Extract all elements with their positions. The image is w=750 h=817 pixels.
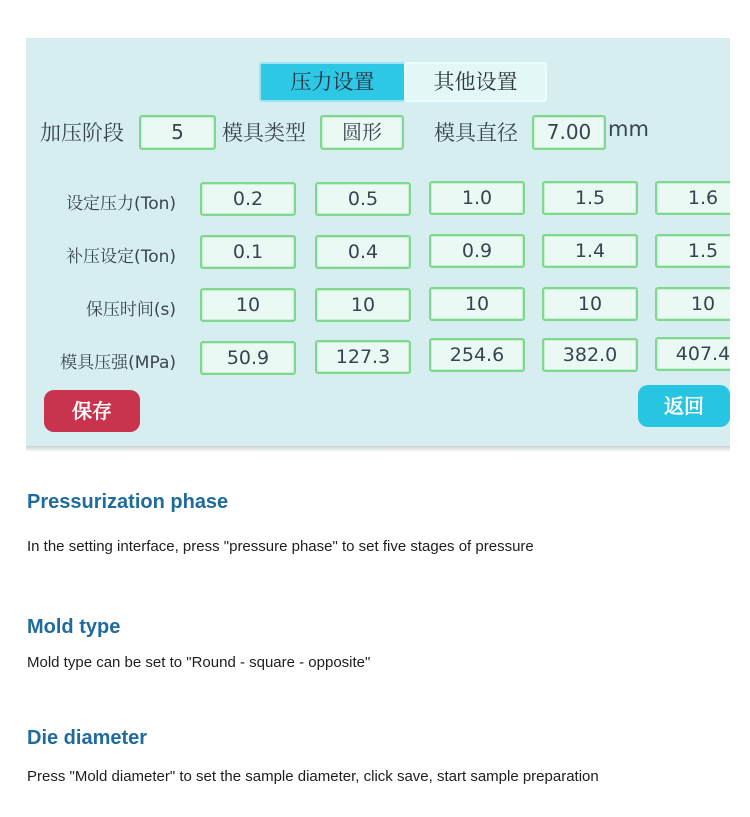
section-text-die-diameter: Press "Mold diameter" to set the sample diameter, click save, start sample preparation [27, 768, 599, 785]
stage-field[interactable]: 5 [139, 115, 216, 150]
hold-time-stage-5[interactable]: 10 [655, 287, 730, 321]
set-pressure-stage-2[interactable]: 0.5 [315, 182, 411, 216]
tab-pressure-settings[interactable]: 压力设置 [259, 62, 406, 102]
mold-pressure-stage-5: 407.4 [655, 337, 730, 371]
set-pressure-stage-1[interactable]: 0.2 [200, 182, 296, 216]
compensation-stage-1[interactable]: 0.1 [200, 235, 296, 269]
hold-time-stage-2[interactable]: 10 [315, 288, 411, 322]
row-label-mold-pressure: 模具压强(MPa) [60, 353, 176, 373]
set-pressure-stage-5[interactable]: 1.6 [655, 181, 730, 215]
row-label-compensation: 补压设定(Ton) [66, 247, 176, 267]
mold-diameter-label: 模具直径 [434, 121, 518, 145]
mold-type-field[interactable]: 圆形 [320, 115, 404, 150]
save-button[interactable]: 保存 [44, 390, 140, 432]
tab-other-settings[interactable]: 其他设置 [404, 62, 547, 102]
mold-pressure-stage-2: 127.3 [315, 340, 411, 374]
mold-pressure-stage-4: 382.0 [542, 338, 638, 372]
compensation-stage-3[interactable]: 0.9 [429, 234, 525, 268]
section-heading-die-diameter: Die diameter [27, 727, 148, 749]
row-label-hold-time: 保压时间(s) [85, 300, 176, 320]
section-text-pressurization: In the setting interface, press "pressure phase" to set five stages of pressure [27, 538, 534, 555]
back-button[interactable]: 返回 [638, 385, 730, 427]
stage-label: 加压阶段 [40, 121, 124, 145]
mold-diameter-unit: mm [608, 117, 649, 141]
device-touchscreen [26, 38, 730, 450]
mold-pressure-stage-3: 254.6 [429, 338, 525, 372]
mold-type-label: 模具类型 [222, 121, 306, 145]
section-heading-pressurization: Pressurization phase [27, 491, 229, 513]
section-text-mold-type: Mold type can be set to "Round - square - opposite" [27, 654, 371, 671]
set-pressure-stage-3[interactable]: 1.0 [429, 181, 525, 215]
section-heading-mold-type: Mold type [27, 616, 121, 638]
compensation-stage-4[interactable]: 1.4 [542, 234, 638, 268]
mold-diameter-field[interactable]: 7.00 [532, 115, 606, 150]
screen-bezel-shadow [26, 446, 730, 452]
compensation-stage-5[interactable]: 1.5 [655, 234, 730, 268]
row-label-set-pressure: 设定压力(Ton) [66, 194, 176, 214]
hold-time-stage-1[interactable]: 10 [200, 288, 296, 322]
set-pressure-stage-4[interactable]: 1.5 [542, 181, 638, 215]
mold-pressure-stage-1: 50.9 [200, 341, 296, 375]
hold-time-stage-4[interactable]: 10 [542, 287, 638, 321]
hold-time-stage-3[interactable]: 10 [429, 287, 525, 321]
compensation-stage-2[interactable]: 0.4 [315, 235, 411, 269]
